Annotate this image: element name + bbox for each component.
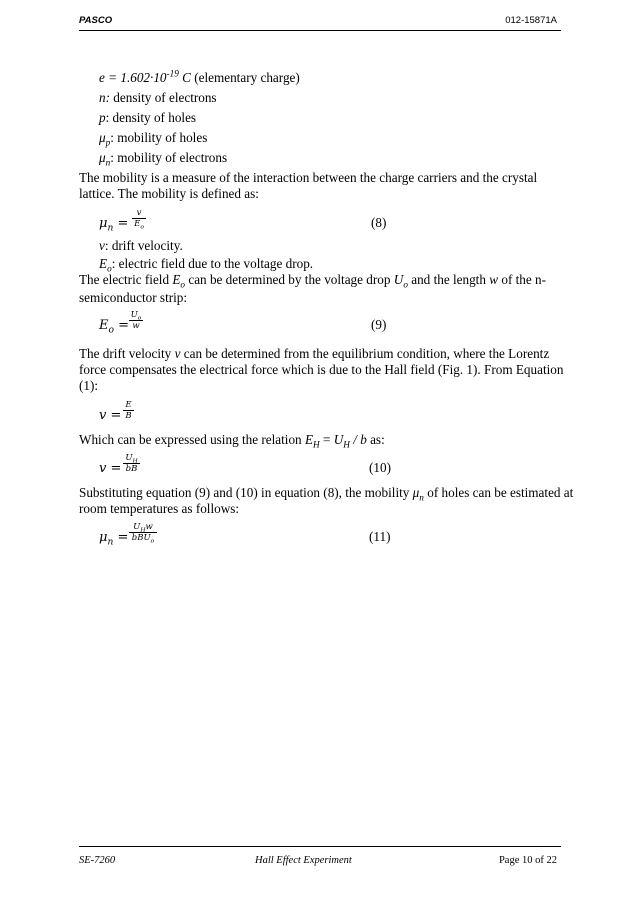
def-elementary-charge: $e = 1.602\cdot 10^{-19}$ C (elementary charge) xyxy=(99,68,300,85)
equation-10-fraction: $U_H$ bB xyxy=(123,453,140,474)
equation-11-fraction: $U_Hw$ bBU$_o$ xyxy=(129,522,157,543)
para-mobility-line2: lattice. The mobility is defined as: xyxy=(79,186,259,201)
equation-11-number: (11) xyxy=(369,529,391,544)
equation-9-fraction: $U_o$ w xyxy=(130,310,142,331)
para-mobility-line1: The mobility is a measure of the interaction between the charge carriers and the crystal xyxy=(79,170,538,185)
equation-9-number: (9) xyxy=(371,317,387,332)
header-brand: PASCO xyxy=(79,15,113,26)
para-relation: Which can be expressed using the relation $E_H = U_H / b$ as: xyxy=(79,432,385,450)
header-rule xyxy=(79,30,561,31)
para-drift-line1: The drift velocity v can be determined from the equilibrium condition, where the Lorentz xyxy=(79,346,550,361)
def-electron-mobility: $\mu_n$: mobility of electrons xyxy=(99,150,228,168)
def-hole-mobility: $\mu_p$: mobility of holes xyxy=(99,130,208,148)
footer-page-number: Page 10 of 22 xyxy=(498,855,557,866)
def-electron-density: n: density of electrons xyxy=(99,90,217,105)
footer-rule xyxy=(79,846,561,847)
def-electric-field: $E_o$: electric field due to the voltage drop. xyxy=(99,256,314,274)
para-field-line1: The electric field $E_o$ can be determined by the voltage drop $U_o$ and the length w of the n- xyxy=(79,272,547,290)
def-drift-velocity: v: drift velocity. xyxy=(99,238,183,253)
para-substitute-line1: Substituting equation (9) and (10) in equation (8), the mobility $\mu_n$ of holes can be estimated at xyxy=(79,485,574,503)
equation-8-number: (8) xyxy=(371,215,387,230)
equation-drift-fraction: E B xyxy=(123,400,134,421)
para-drift-line2: force compensates the electrical force which is due to the Hall field (Fig. 1). From Equation xyxy=(79,362,564,377)
def-hole-density: p: density of holes xyxy=(99,110,197,125)
para-field-line2: semiconductor strip: xyxy=(79,290,188,305)
equation-8-fraction: v $E_o$ xyxy=(132,208,146,229)
footer-model: SE-7260 xyxy=(79,855,116,866)
footer-title: Hall Effect Experiment xyxy=(255,855,352,866)
para-substitute-line2: room temperatures as follows: xyxy=(79,501,240,516)
header-doc-number: 012-15871A xyxy=(505,15,557,26)
para-drift-line3: (1): xyxy=(79,378,99,393)
equation-10-number: (10) xyxy=(369,460,391,475)
